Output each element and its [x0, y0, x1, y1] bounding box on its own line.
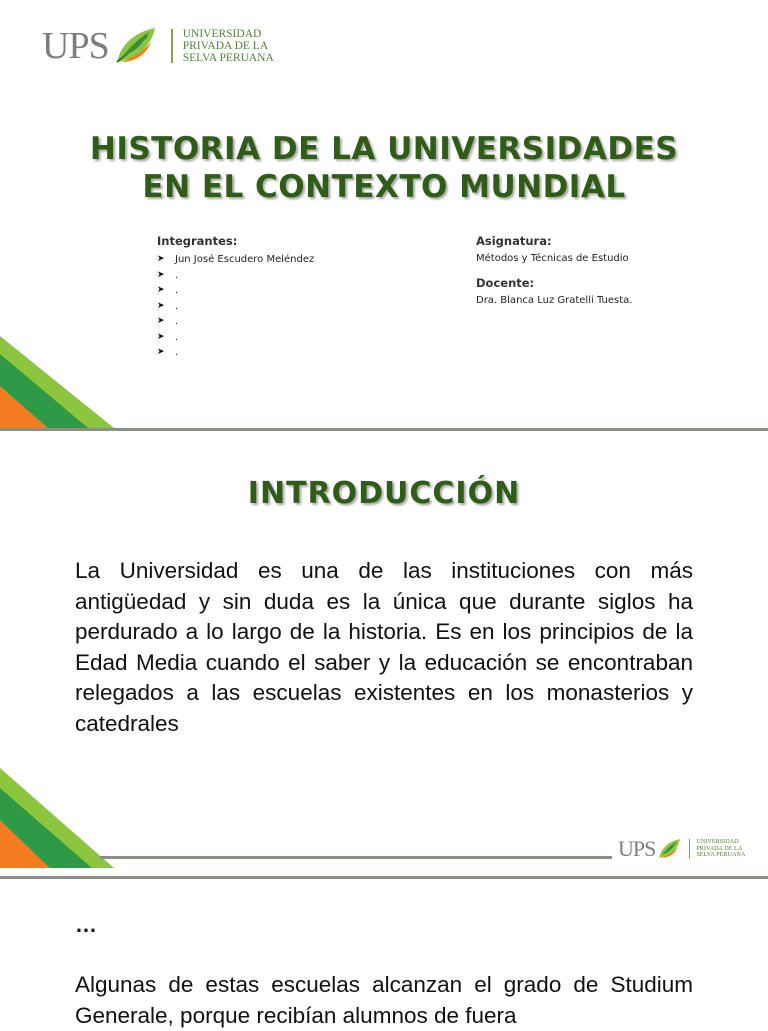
slide-separator	[0, 876, 768, 879]
teacher-value: Dra. Blanca Luz Gratelli Tuesta.	[476, 295, 633, 306]
member-name: .	[175, 300, 179, 312]
arrow-bullet-icon: ➤	[157, 300, 165, 311]
member-name: .	[175, 316, 179, 327]
corner-stripes-decoration	[0, 332, 120, 428]
logo-line: PRIVADA DE LA	[182, 39, 269, 52]
logo-brand-text: UPS	[618, 836, 656, 861]
arrow-bullet-icon: ➤	[157, 285, 165, 295]
member-name: .	[175, 269, 179, 281]
member-name: .	[175, 285, 179, 296]
member-item	[157, 345, 314, 361]
leaf-icon	[657, 838, 681, 860]
corner-stripes-decoration	[0, 768, 120, 868]
arrow-bullet-icon: ➤	[157, 316, 165, 326]
subject-block	[476, 234, 632, 266]
member-item	[157, 299, 314, 315]
logo-divider	[171, 29, 173, 63]
member-item	[157, 314, 314, 330]
ups-logo-small	[618, 836, 745, 862]
member-item	[157, 283, 314, 299]
arrow-bullet-icon: ➤	[157, 347, 165, 357]
logo-divider	[689, 839, 690, 859]
logo-brand-text: UPS	[42, 25, 109, 67]
intro-paragraph: La Universidad es una de las instituciones con más antigüedad y sin duda es la única que durante siglos ha perdurado a lo largo de la historia. Es en los principios de la Edad Media cuando el saber y la educación se encontraban relegados a las escuelas existentes en los monasterios y catedrales	[75, 558, 693, 736]
arrow-bullet-icon: ➤	[157, 331, 165, 342]
slide-title	[0, 130, 768, 206]
member-item	[157, 330, 314, 346]
member-item	[157, 252, 314, 268]
logo-line: SELVA PERUANA	[182, 52, 274, 65]
course-info-block	[476, 234, 632, 318]
logo-university-name	[696, 839, 745, 859]
body-paragraph: Algunas de estas escuelas alcanzan el grado de Studium Generale, porque recibían alumnos de fuera	[75, 972, 693, 1028]
section-title: INTRODUCCIÓN	[247, 476, 521, 511]
slide-separator	[0, 428, 768, 431]
logo-line: UNIVERSIDAD	[696, 838, 739, 846]
logo-line: SELVA PERUANA	[696, 851, 746, 859]
title-slide	[0, 0, 768, 428]
leaf-icon	[113, 26, 157, 66]
members-heading: Integrantes:	[157, 234, 238, 248]
member-name: .	[175, 331, 179, 343]
subject-value: Métodos y Técnicas de Estudio	[476, 253, 629, 264]
logo-line: UNIVERSIDAD	[182, 27, 262, 40]
teacher-block	[476, 276, 632, 308]
ups-logo	[42, 24, 274, 68]
arrow-bullet-icon: ➤	[157, 269, 165, 280]
member-name: Jun José Escudero Meléndez	[175, 254, 315, 265]
member-name: .	[175, 347, 179, 358]
title-line: EN EL CONTEXTO MUNDIAL	[142, 169, 626, 205]
title-line: HISTORIA DE LA UNIVERSIDADES	[89, 131, 679, 167]
members-block	[157, 234, 314, 361]
continuation-ellipsis: …	[75, 912, 97, 937]
subject-heading: Asignatura:	[476, 234, 552, 248]
footer-rule	[100, 856, 612, 859]
logo-university-name	[183, 28, 274, 64]
member-item	[157, 268, 314, 284]
arrow-bullet-icon: ➤	[157, 254, 165, 264]
teacher-heading: Docente:	[476, 276, 535, 290]
logo-line: PRIVADA DE LA	[696, 844, 743, 852]
